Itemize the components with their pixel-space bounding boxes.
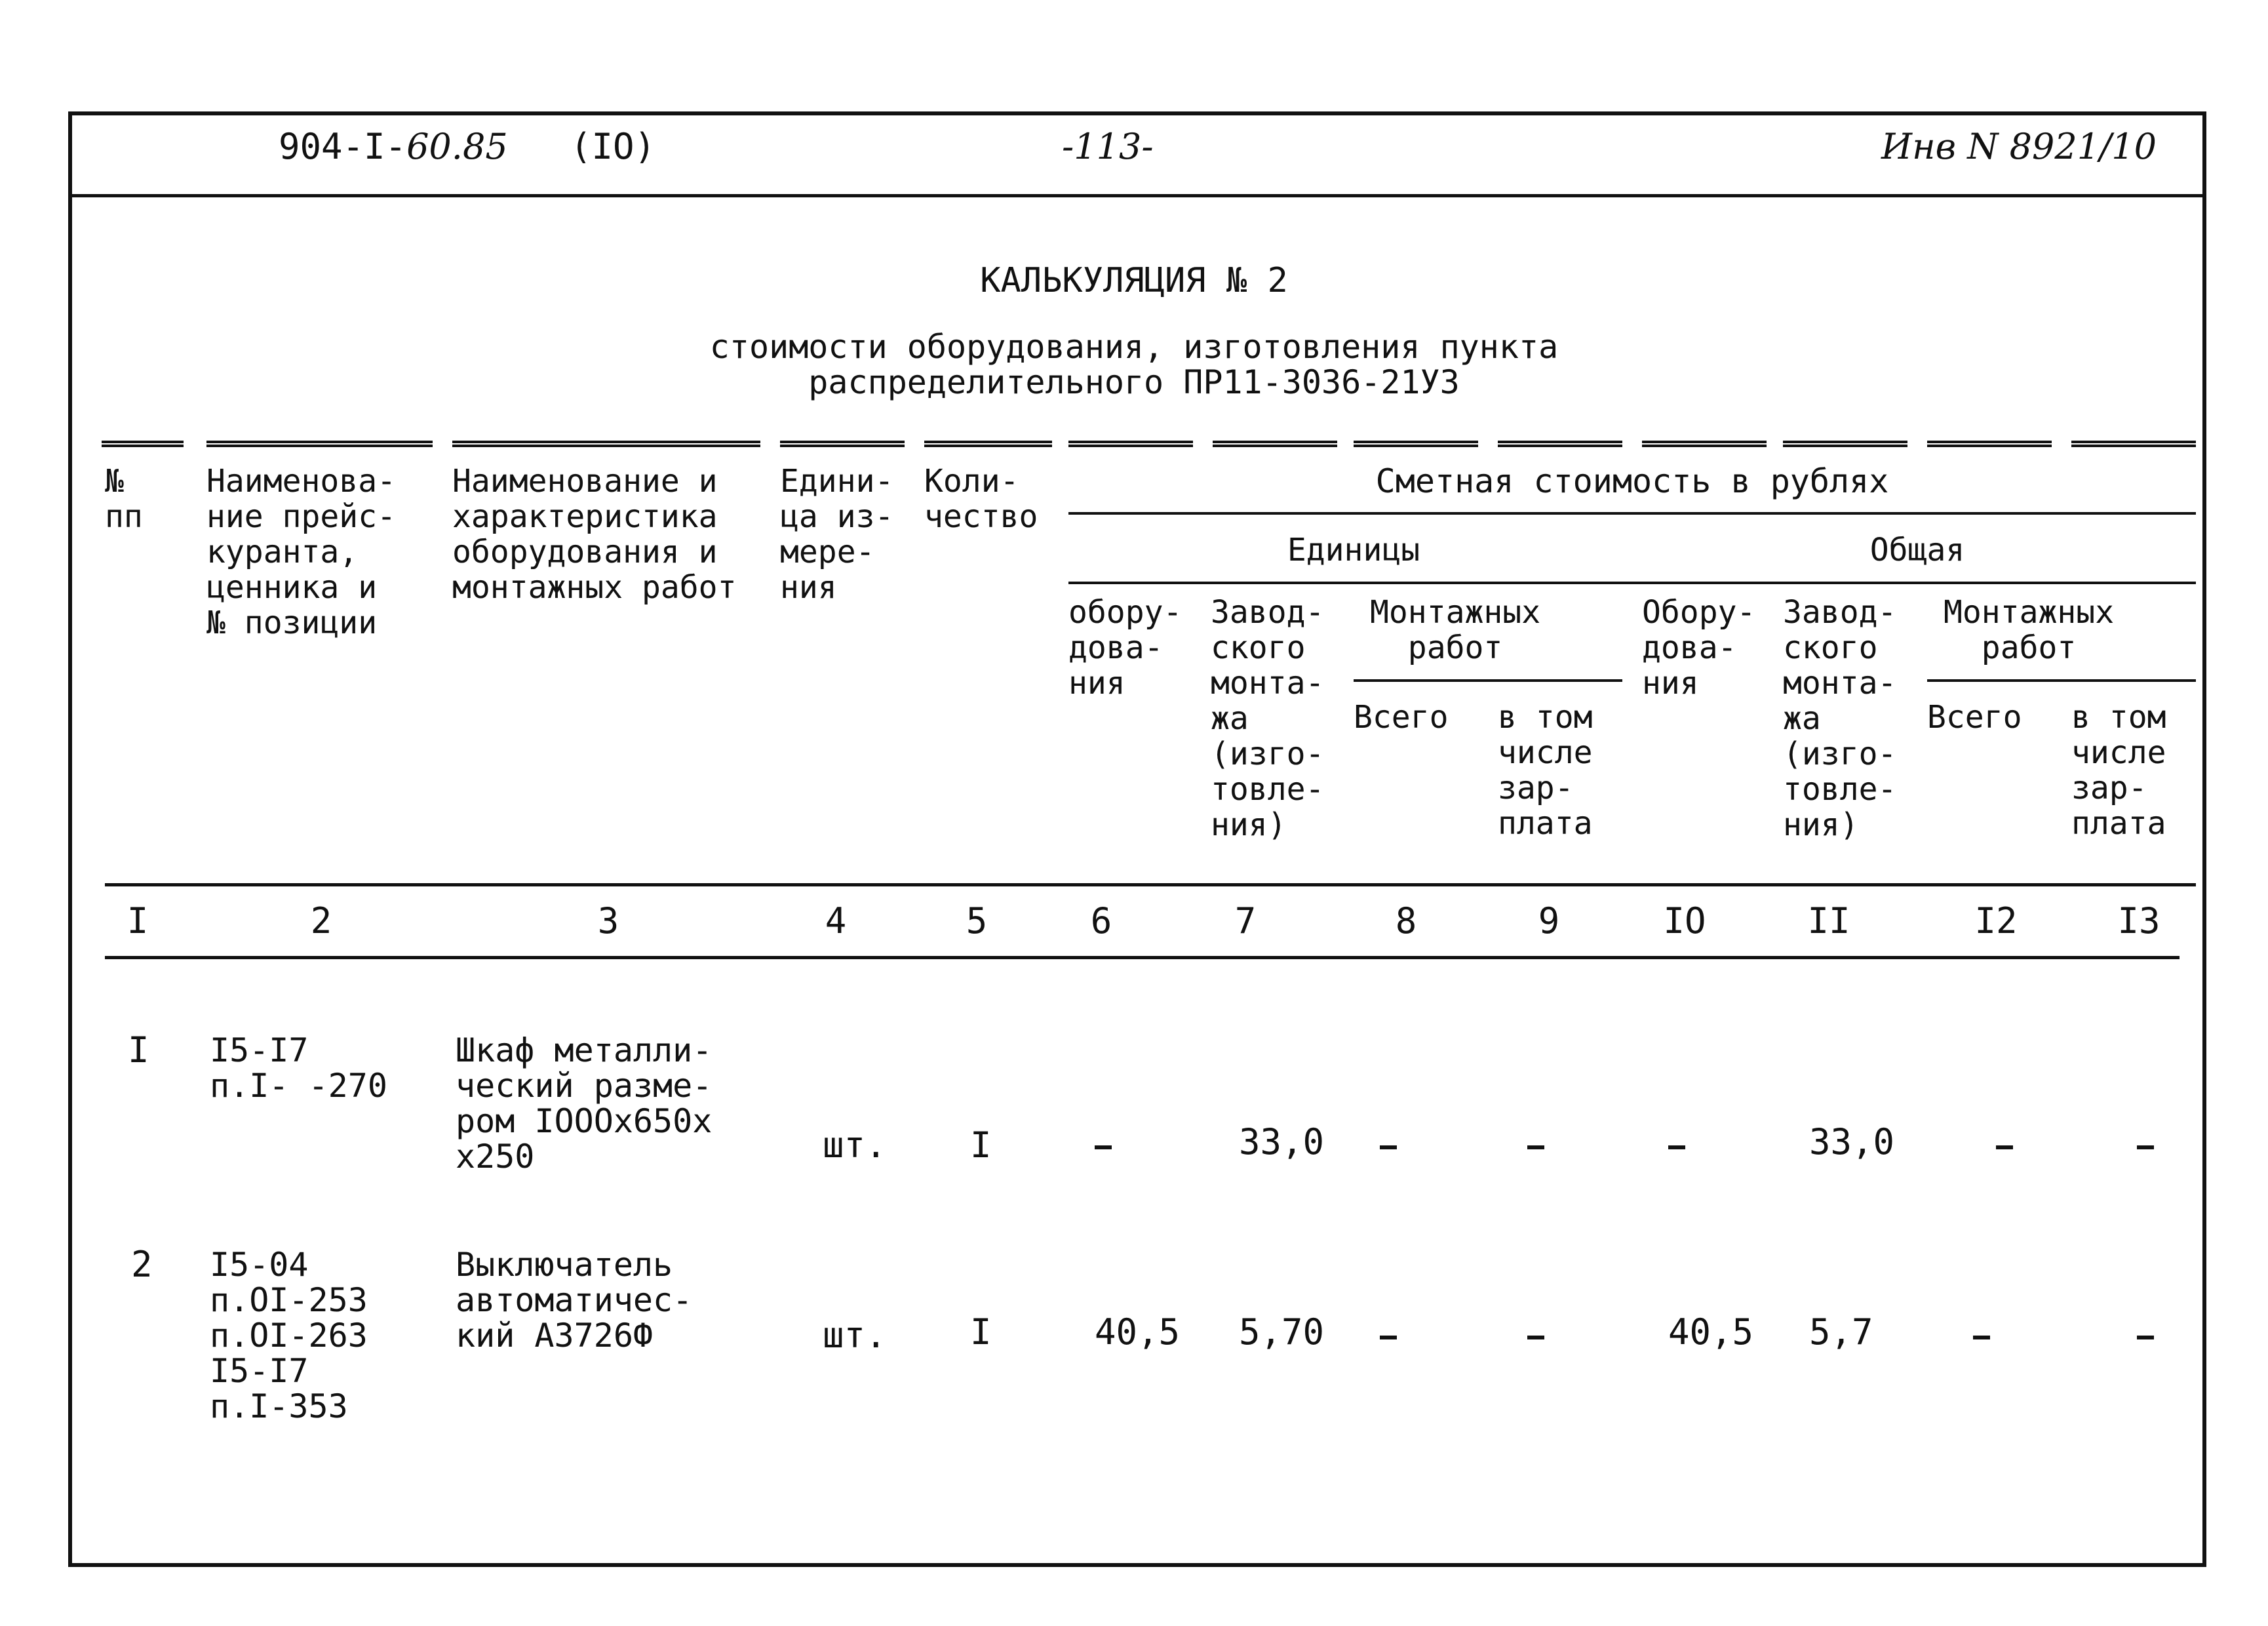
colnum-10: IO [1663,900,1706,942]
colnum-1: I [127,900,149,942]
colnum-11: II [1807,900,1850,942]
top-rule [1213,441,1337,447]
row1-unit-factory: 33,0 [1239,1121,1325,1162]
sheet-part: (IO) [570,126,656,167]
row2-total-mount-all-dash [1973,1336,1990,1339]
row1-total-factory: 33,0 [1809,1121,1895,1162]
row2-total-equipment: 40,5 [1668,1311,1754,1353]
top-rule [452,441,760,447]
group-rule [1068,512,2196,515]
header-unit-factory: Завод- ского монта- жа (изго- товле- ния) [1211,594,1325,843]
row2-total-factory: 5,7 [1809,1311,1873,1353]
row2-qty: I [970,1311,992,1353]
doc-code-print: 904-I- [279,126,407,167]
header-unit-group: Единицы [1287,532,1420,568]
row2-unit-mount-all-dash [1380,1336,1397,1339]
colnum-top-rule [105,883,2196,886]
colnum-3: 3 [597,900,619,942]
row2-unit-equipment: 40,5 [1095,1311,1181,1353]
header-col-unit: Едини- ца из- мере- ния [780,463,894,606]
top-rule [2071,441,2196,447]
top-rule [780,441,905,447]
header-divider [68,194,2206,197]
top-rule [1642,441,1767,447]
row1-total-mount-all-dash [1996,1145,2013,1149]
colnum-6: 6 [1090,900,1112,942]
calc-subtitle-2: распределительного ПР11-3036-21УЗ [808,363,1460,401]
colnum-2: 2 [310,900,332,942]
mounting-rule [1927,679,2196,682]
header-total-equipment: Обору- дова- ния [1642,594,1756,702]
header-col-price-ref: Наименова- ние прейс- куранта, ценника и № позиции [206,463,396,641]
header-total-group: Общая [1869,532,1965,568]
header-col-qty: Коли- чество [924,463,1038,535]
header-col-num: № пп [105,463,143,535]
header-total-factory: Завод- ского монта- жа (изго- товле- ния) [1783,594,1897,843]
header-unit-all: Всего [1354,699,1449,736]
row1-qty: I [970,1124,992,1166]
top-rule [1354,441,1478,447]
doc-code-hand: 60.85 [406,126,508,167]
colnum-bottom-rule [105,956,2180,959]
row1-price-ref: I5-I7 п.I- -270 [210,1031,387,1105]
header-col-description: Наименование и характеристика оборудования и монтажных работ [452,463,737,606]
colnum-7: 7 [1234,900,1257,942]
header-total-salary: в том числе зар- плата [2071,699,2166,842]
row2-total-salary-dash [2137,1336,2154,1339]
row1-num: I [128,1029,149,1071]
top-rule [1068,441,1193,447]
top-rule [102,441,184,447]
row1-total-equipment-dash [1668,1145,1685,1149]
colnum-13: I3 [2117,900,2160,942]
row2-price-ref: I5-04 п.OI-253 п.OI-263 I5-I7 п.I-353 [210,1246,368,1425]
row2-unit: шт. [823,1315,887,1356]
row2-num: 2 [131,1244,153,1285]
row1-description: Шкаф металли- ческий разме- ром IOOOх650х х250 [456,1031,713,1176]
mounting-rule [1354,679,1622,682]
doc-code [279,126,508,167]
top-rule [1927,441,2052,447]
top-rule [206,441,433,447]
top-rule [924,441,1052,447]
colnum-4: 4 [825,900,847,942]
header-unit-salary: в том числе зар- плата [1498,699,1593,842]
header-unit-equipment: обору- дова- ния [1068,594,1183,702]
row1-unit-equipment-dash [1095,1145,1112,1149]
colnum-8: 8 [1395,900,1417,942]
row1-unit: шт. [823,1124,887,1166]
row1-total-salary-dash [2137,1145,2154,1149]
header-unit-mounting: Монтажных работ [1370,594,1541,666]
row2-unit-salary-dash [1527,1336,1544,1339]
row2-description: Выключатель автоматичес- кий А3726Ф [456,1246,693,1355]
top-rule [1498,441,1622,447]
calc-title: КАЛЬКУЛЯЦИЯ № 2 [980,261,1288,300]
colnum-12: I2 [1974,900,2018,942]
header-total-all: Всего [1927,699,2022,736]
colnum-9: 9 [1538,900,1560,942]
header-group-cost: Сметная стоимость в рублях [1375,462,1889,500]
header-total-mounting: Монтажных работ [1944,594,2115,666]
row1-unit-mount-all-dash [1380,1145,1397,1149]
row2-unit-factory: 5,70 [1239,1311,1325,1353]
calc-subtitle-1: стоимости оборудования, изготовления пункта [709,328,1559,366]
subgroup-rule [1068,582,2196,584]
inventory-number: Инв N 8921/10 [1881,126,2157,167]
top-rule [1783,441,1907,447]
colnum-5: 5 [966,900,988,942]
page-number: -113- [1062,126,1154,167]
row1-unit-salary-dash [1527,1145,1544,1149]
